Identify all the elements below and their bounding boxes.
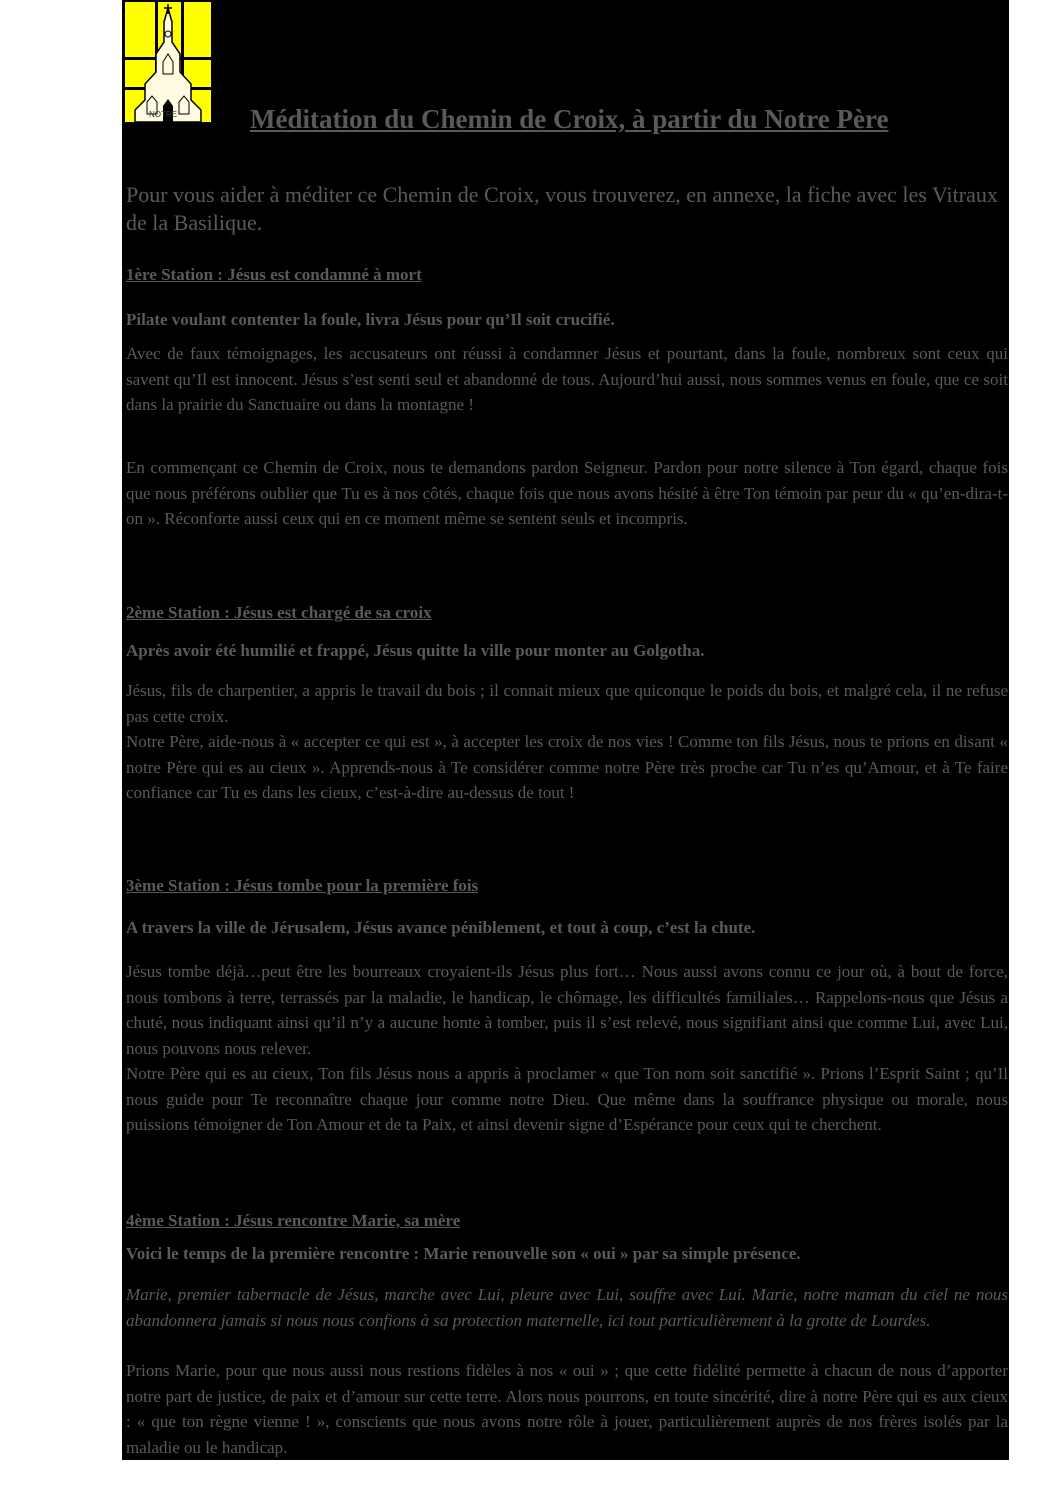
document-page xyxy=(122,0,1009,1460)
station-3-text-1 xyxy=(126,959,1008,1061)
station-paragraph: Notre Père, aide-nous à « accepter ce qui est », à accepter les croix de nos vies ! Comme ton fils Jésus, nous te prions en disant « notre Père qui es au cieux ». Apprends-nous à Te considérer comme notre Père très proche car Tu n’es qu’Amour, et à Te faire confiance car Tu es dans les cieux, c’est-à-dire au-dessus de tout ! xyxy=(126,732,1008,802)
station-2-lead-block xyxy=(126,641,1008,661)
basilica-logo-icon xyxy=(125,2,211,122)
station-4 xyxy=(126,1211,1008,1231)
station-lead: A travers la ville de Jérusalem, Jésus avance péniblement, et tout à coup, c’est la chute. xyxy=(126,918,756,937)
station-4-text-2 xyxy=(126,1358,1008,1460)
station-title: 1ère Station : Jésus est condamné à mort xyxy=(126,265,422,284)
station-1-text-1 xyxy=(126,341,1008,418)
station-paragraph: Jésus, fils de charpentier, a appris le travail du bois ; il connait mieux que quiconque le poids du bois, et malgré cela, il ne refuse pas cette croix. xyxy=(126,681,1008,726)
station-3 xyxy=(126,876,1008,896)
station-2-text-2 xyxy=(126,729,1008,806)
station-3-text-2 xyxy=(126,1061,1008,1138)
station-paragraph: En commençant ce Chemin de Croix, nous te demandons pardon Seigneur. Pardon pour notre silence à Ton égard, chaque fois que nous préférons oublier que Tu es à nos côtés, chaque fois que nous avons hésité à être Ton témoin par peur du « qu’en-dira-t-on ». Réconforte aussi ceux qui en ce moment même se sentent seuls et incompris. xyxy=(126,458,1008,528)
page-title: Méditation du Chemin de Croix, à partir du Notre Père xyxy=(250,104,889,134)
station-3-lead-block xyxy=(126,918,1008,938)
intro-paragraph: Pour vous aider à méditer ce Chemin de Croix, vous trouverez, en annexe, la fiche avec les Vitraux de la Basilique. xyxy=(126,182,998,235)
station-4-lead-block xyxy=(126,1244,1008,1264)
station-1-text-2 xyxy=(126,455,1008,532)
logo-caption: NOTRE xyxy=(149,110,177,119)
station-paragraph: Avec de faux témoignages, les accusateurs ont réussi à condamner Jésus et pourtant, dans la foule, nombreux sont ceux qui savent qu’Il est innocent. Jésus s’est senti seul et abandonné de tous. Aujourd’hui aussi, nous sommes venus en foule, que ce soit dans la prairie du Sanctuaire ou dans la montagne ! xyxy=(126,344,1008,414)
station-1-lead-block xyxy=(126,310,1008,330)
station-lead: Voici le temps de la première rencontre : Marie renouvelle son « oui » par sa simple présence. xyxy=(126,1244,801,1263)
station-title: 3ème Station : Jésus tombe pour la première fois xyxy=(126,876,479,895)
station-paragraph: Prions Marie, pour que nous aussi nous restions fidèles à nos « oui » ; que cette fidélité permette à chacun de nous d’apporter notre part de justice, de paix et d’amour sur cette terre. Alors nous pourrons, en toute sincérité, dire à notre Père qui es aux cieux : « que ton règne vienne ! », conscients que nous avons notre rôle à jouer, particulièrement auprès de nos frères isolés par la maladie ou le handicap. xyxy=(126,1361,1008,1457)
station-2 xyxy=(126,603,1008,623)
station-lead: Après avoir été humilié et frappé, Jésus quitte la ville pour monter au Golgotha. xyxy=(126,641,705,660)
station-lead: Pilate voulant contenter la foule, livra Jésus pour qu’Il soit crucifié. xyxy=(126,310,615,329)
station-paragraph: Notre Père qui es au cieux, Ton fils Jésus nous a appris à proclamer « que Ton nom soit sanctifié ». Prions l’Esprit Saint ; qu’Il nous guide pour Te reconnaître chaque jour comme notre Dieu. Que même dans la souffrance physique ou morale, nous puissions témoigner de Ton Amour et de ta Paix, et ainsi devenir signe d’Espérance pour ceux qui te cherchent. xyxy=(126,1064,1008,1134)
station-paragraph: Marie, premier tabernacle de Jésus, marche avec Lui, pleure avec Lui, souffre avec Lui. Marie, notre maman du ciel ne nous abandonnera jamais si nous nous confions à sa protection maternelle, ici tout particulièrement à la grotte de Lourdes. xyxy=(126,1285,1008,1330)
station-1 xyxy=(126,265,1008,285)
station-2-text-1 xyxy=(126,678,1008,729)
station-paragraph: Jésus tombe déjà…peut être les bourreaux croyaient-ils Jésus plus fort… Nous aussi avons connu ce jour où, à bout de force, nous tombons à terre, terrassés par la maladie, le handicap, le chômage, les difficultés familiales… Rappelons-nous que Jésus a chuté, nous indiquant ainsi qu’il n’y a aucune honte à tomber, puis il s’est relevé, nous signifiant ainsi que comme Lui, avec Lui, nous pouvons nous relever. xyxy=(126,962,1008,1058)
station-4-text-1 xyxy=(126,1282,1008,1333)
station-title: 4ème Station : Jésus rencontre Marie, sa mère xyxy=(126,1211,461,1230)
station-title: 2ème Station : Jésus est chargé de sa croix xyxy=(126,603,432,622)
